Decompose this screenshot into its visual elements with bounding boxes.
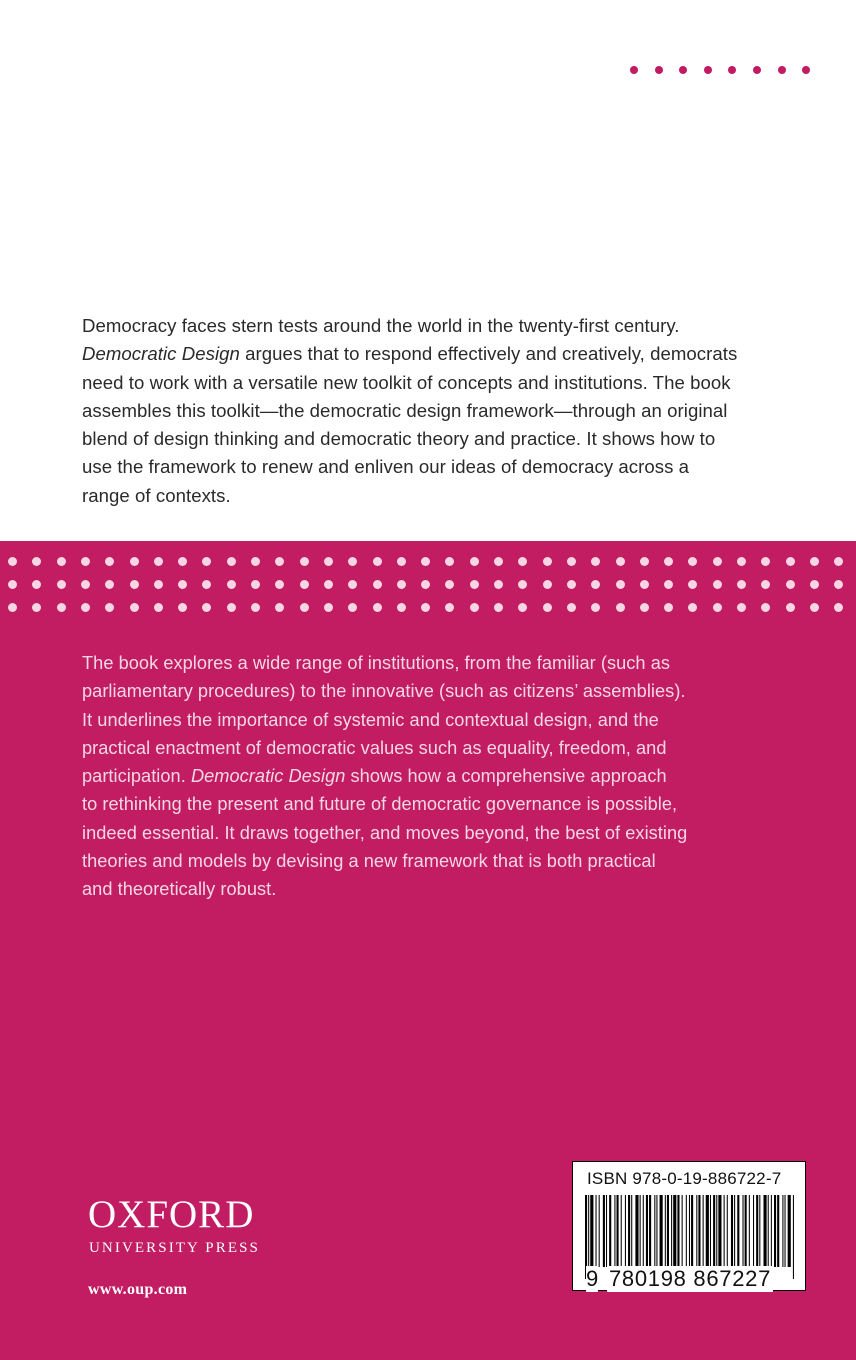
description-line: parliamentary procedures) to the innovative (such as citizens’ assemblies). [82,681,686,702]
barcode-bar [609,1195,611,1267]
decorative-dot [640,580,649,589]
decorative-dot [57,603,66,612]
decorative-dot [57,557,66,566]
decorative-dot [834,603,843,612]
decorative-dot [178,580,187,589]
decorative-dot [655,66,663,74]
decorative-dot [688,557,697,566]
barcode-bar [764,1195,767,1267]
decorative-dot [178,557,187,566]
decorative-dot [154,557,163,566]
decorative-dot [154,603,163,612]
decorative-dot [130,580,139,589]
decorative-dot [397,557,406,566]
decorative-dot [630,66,638,74]
barcode-bar [671,1195,672,1267]
intro-line: Democratic Design argues that to respond effectively and creatively, democrats [82,343,738,365]
decorative-dot [202,580,211,589]
description-line: theories and models by devising a new framework that is both practical [82,850,656,871]
decorative-dot [786,557,795,566]
barcode-bar [667,1195,669,1267]
barcode-bar [673,1195,676,1267]
decorative-dot [275,580,284,589]
decorative-dot [227,603,236,612]
description-line: indeed essential. It draws together, and moves beyond, the best of existing [82,822,688,843]
decorative-dot [421,580,430,589]
decorative-dot [704,66,712,74]
decorative-dot [130,557,139,566]
barcode-bar [710,1195,711,1267]
decorative-dot [567,603,576,612]
barcode-bar [771,1195,772,1267]
decorative-dot [445,603,454,612]
barcode-bar [753,1195,754,1267]
barcode-bar [703,1195,704,1267]
decorative-dot [567,557,576,566]
decorative-dot [713,580,722,589]
decorative-dot [8,580,17,589]
isbn-barcode [572,1161,806,1291]
decorative-dot [713,557,722,566]
decorative-dot [275,603,284,612]
decorative-dot [778,66,786,74]
decorative-dot [834,580,843,589]
decorative-dot [300,557,309,566]
decorative-dot [543,580,552,589]
publisher-name: OXFORD [88,1193,255,1236]
barcode-bar [649,1195,651,1267]
decorative-dot [105,580,114,589]
decorative-dot [251,580,260,589]
decorative-dot [397,580,406,589]
decorative-dot [737,557,746,566]
decorative-dot [275,557,284,566]
decorative-dot [591,603,600,612]
decorative-dot [397,603,406,612]
decorative-dot [664,603,673,612]
book-title-italic: Democratic Design [190,766,346,786]
barcode-bar [713,1195,715,1267]
decorative-dot [737,580,746,589]
decorative-dot [834,557,843,566]
barcode-bar [656,1195,657,1267]
decorative-dot [786,580,795,589]
decorative-dot [324,603,333,612]
decorative-dot [688,580,697,589]
decorative-dot [202,557,211,566]
barcode-bar [660,1195,663,1267]
decorative-dot-row-top [630,66,820,80]
barcode-bar [743,1195,744,1267]
intro-line: blend of design thinking and democratic theory and practice. It shows how to [82,428,716,450]
decorative-dot [300,603,309,612]
description-line: The book explores a wide range of institutions, from the familiar (such as [82,653,670,673]
description-line: participation. Democratic Design shows how a comprehensive approach [82,766,667,786]
decorative-dot [470,557,479,566]
decorative-dot [543,603,552,612]
decorative-dot [688,603,697,612]
decorative-dot [445,557,454,566]
barcode-bar [654,1195,655,1267]
barcode-bar [631,1195,632,1267]
barcode-bar [628,1195,630,1267]
decorative-dot [348,557,357,566]
barcode-bar [737,1195,739,1267]
decorative-dot [786,603,795,612]
decorative-dot [178,603,187,612]
decorative-dot [679,66,687,74]
decorative-dot [105,557,114,566]
decorative-dot [543,557,552,566]
decorative-dot [324,557,333,566]
barcode-bar [691,1195,693,1267]
description-line: practical enactment of democratic values such as equality, freedom, and [82,737,667,758]
decorative-dot [810,603,819,612]
decorative-dot [421,557,430,566]
decorative-dot [81,557,90,566]
barcode-bar [774,1195,776,1267]
description-paragraph [82,649,782,903]
barcode-bar [590,1195,593,1267]
isbn-label: ISBN 978-0-19-886722-7 [587,1169,782,1188]
decorative-dot [753,66,761,74]
decorative-dot [8,603,17,612]
decorative-dot [373,557,382,566]
decorative-dot [348,603,357,612]
barcode-bar [793,1195,794,1279]
barcode-bar [635,1195,638,1267]
decorative-dot [81,580,90,589]
barcode-bar [724,1195,725,1267]
decorative-dot [227,580,236,589]
magenta-panel [0,541,856,1360]
barcode-bar [682,1195,683,1267]
decorative-dot [616,603,625,612]
isbn-first-digit: 9 [586,1266,599,1291]
barcode-bar [718,1195,721,1267]
decorative-dot [591,580,600,589]
barcode-bar [665,1195,666,1267]
barcode-bar [788,1195,791,1267]
isbn-remaining-digits: 780198 867227 [609,1266,772,1291]
decorative-dot [130,603,139,612]
publisher-url: www.oup.com [88,1281,188,1298]
barcode-bar [625,1195,626,1267]
decorative-dot [810,557,819,566]
decorative-dot [802,66,810,74]
decorative-dot [251,603,260,612]
barcode-bar [640,1195,641,1267]
decorative-dot [324,580,333,589]
barcode-bar [603,1195,605,1267]
decorative-dot [761,557,770,566]
decorative-dot [32,557,41,566]
decorative-dot [518,557,527,566]
description-line: to rethinking the present and future of democratic governance is possible, [82,794,678,815]
description-line: It underlines the importance of systemic and contextual design, and the [82,709,659,730]
book-title-italic: Democratic Design [82,343,240,365]
decorative-dot [591,557,600,566]
barcode-bar [745,1195,747,1267]
decorative-dot [728,66,736,74]
decorative-dot [494,580,503,589]
decorative-dot [8,557,17,566]
decorative-dot [713,603,722,612]
barcode-bar [596,1195,597,1267]
decorative-dot [32,603,41,612]
intro-paragraph [82,312,782,510]
barcode-bar [686,1195,687,1267]
barcode-bar [698,1195,700,1267]
barcode-bar [606,1195,607,1267]
decorative-dot [81,603,90,612]
publisher-logo [88,1193,260,1299]
decorative-dot [761,580,770,589]
barcode-bar [731,1195,733,1267]
decorative-dot [737,603,746,612]
barcode-bar [646,1195,648,1267]
decorative-dot [348,580,357,589]
decorative-dot [154,580,163,589]
barcode-bar [782,1195,783,1267]
decorative-dot [810,580,819,589]
decorative-dot [640,557,649,566]
decorative-dot [640,603,649,612]
decorative-dot [105,603,114,612]
barcode-bar [706,1195,709,1267]
barcode-bar [734,1195,735,1267]
decorative-dot [494,557,503,566]
decorative-dot [567,580,576,589]
barcode-bar [749,1195,750,1267]
barcode-bar [716,1195,717,1267]
barcode-bar [777,1195,779,1267]
decorative-dot [518,580,527,589]
publisher-subtitle: UNIVERSITY PRESS [89,1240,260,1256]
barcode-bar [621,1195,622,1267]
barcode-bar [617,1195,619,1267]
decorative-dot [494,603,503,612]
barcode-bar [599,1195,600,1267]
decorative-dot [202,603,211,612]
barcode-bar [689,1195,690,1267]
decorative-dot [373,580,382,589]
decorative-dot [251,557,260,566]
decorative-dot [616,580,625,589]
decorative-dot [300,580,309,589]
barcode-bar [643,1195,644,1267]
decorative-dot [470,603,479,612]
intro-line: assembles this toolkit—the democratic design framework—through an original [82,399,728,421]
decorative-dot [616,557,625,566]
barcode-bar [785,1195,786,1267]
decorative-dot [373,603,382,612]
decorative-dot [470,580,479,589]
barcode-bar [756,1195,758,1267]
intro-line: use the framework to renew and enliven our ideas of democracy across a [82,456,690,478]
barcode-bar [768,1195,769,1267]
barcode-bar [759,1195,760,1267]
decorative-dot [518,603,527,612]
decorative-dot [664,580,673,589]
intro-line: Democracy faces stern tests around the world in the twenty-first century. [82,315,680,336]
decorative-dot [57,580,66,589]
decorative-dot [761,603,770,612]
decorative-dot [32,580,41,589]
decorative-dot [664,557,673,566]
barcode-bar [614,1195,615,1267]
decorative-dot-band [0,557,856,627]
intro-line: need to work with a versatile new toolkit of concepts and institutions. The book [82,371,731,393]
intro-line: range of contexts. [82,484,231,506]
decorative-dot [445,580,454,589]
decorative-dot [421,603,430,612]
decorative-dot [227,557,236,566]
description-line: and theoretically robust. [82,879,277,899]
barcode-bar [677,1195,679,1267]
barcode-bar [727,1195,728,1267]
